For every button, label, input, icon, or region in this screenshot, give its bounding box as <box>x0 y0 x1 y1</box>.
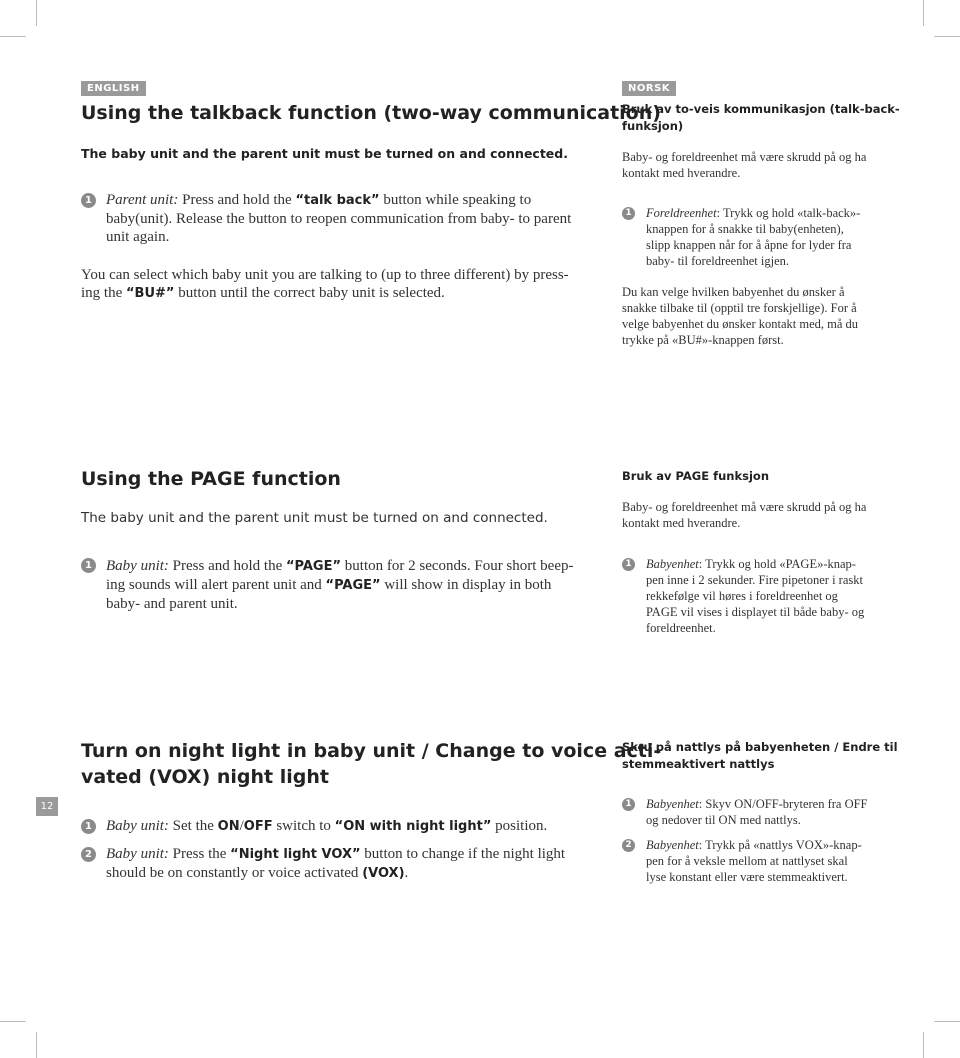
key-name: (VOX) <box>362 866 405 881</box>
step-label: Babyenhet <box>646 838 699 852</box>
key-name: “talk back” <box>295 193 380 208</box>
section-title-nattlys: Skru på nattlys på babyenheten / Endre til stemmeaktivert nattlys <box>622 740 898 771</box>
crop-mark <box>36 1032 37 1058</box>
step-label: Baby unit: <box>106 846 169 862</box>
step-text: Babyenhet: Trykk på «nattlys VOX»-knap- pen for å veksle mellom at nattlyset skal lyse konstant eller være stemmeaktivert. <box>646 838 862 884</box>
section-title-toveis: Bruk av to-veis kommunikasjon (talk-back- funksjon) <box>622 102 900 133</box>
step-number-badge: 1 <box>81 558 96 573</box>
crop-mark <box>0 36 26 37</box>
language-tag-english: ENGLISH <box>81 81 146 96</box>
key-name: OFF <box>243 819 273 834</box>
page-number: 12 <box>36 797 58 816</box>
step-label: Baby unit: <box>106 818 169 834</box>
step-text: Foreldreenhet: Trykk og hold «talk-back»- knappen for å snakke til baby(enheten), slipp knappen når for å åpne for lyder fra baby- til foreldreenhet igjen. <box>646 206 861 268</box>
intro-text: Baby- og foreldreenhet må være skrudd på og ha kontakt med hverandre. <box>622 500 867 530</box>
language-tag-norsk: NORSK <box>622 81 676 96</box>
key-name: “ON with night light” <box>334 819 492 834</box>
step-number-badge: 1 <box>622 798 635 811</box>
paragraph: You can select which baby unit you are talking to (up to three different) by press- ing the “BU#” button until the correct baby unit is selected. <box>81 267 569 301</box>
crop-mark <box>923 1032 924 1058</box>
step-label: Baby unit: <box>106 558 169 574</box>
key-name: “PAGE” <box>325 578 381 593</box>
section-subtitle: The baby unit and the parent unit must be turned on and connected. <box>81 510 548 526</box>
step-number-badge: 1 <box>81 819 96 834</box>
step-number-badge: 2 <box>81 847 96 862</box>
key-name: ON <box>217 819 240 834</box>
step-label: Babyenhet <box>646 557 699 571</box>
step-number-badge: 1 <box>622 558 635 571</box>
intro-text: Baby- og foreldreenhet må være skrudd på og ha kontakt med hverandre. <box>622 150 867 180</box>
section-title-night-light: Turn on night light in baby unit / Change to voice acti- vated (VOX) night light <box>81 740 662 788</box>
section-title-page-no: Bruk av PAGE funksjon <box>622 469 770 483</box>
key-name: “PAGE” <box>285 559 342 574</box>
step-label: Parent unit: <box>106 192 179 208</box>
crop-mark <box>923 0 924 26</box>
step-text: Baby unit: Press the “Night light VOX” button to change if the night light should be on constantly or voice activated (VOX). <box>106 846 566 881</box>
paragraph: Du kan velge hvilken babyenhet du ønsker å snakke tilbake til (opptil tre forskjellige). For å velge babyenhet du ønsker kontakt med, må du trykke på «BU#»-knappen først. <box>622 285 859 347</box>
step-text: Baby unit: Press and hold the “PAGE” button for 2 seconds. Four short beep- ing sounds will alert parent unit and “PAGE” will show in display in both baby- and parent unit. <box>106 558 574 612</box>
step-number-badge: 1 <box>622 207 635 220</box>
section-title-page: Using the PAGE function <box>81 468 341 490</box>
key-name: “Night light VOX” <box>230 847 361 862</box>
section-title-talkback: Using the talkback function (two-way communication) <box>81 102 661 124</box>
step-text: Parent unit: Press and hold the “talk back” button while speaking to baby(unit). Release the button to reopen communication from baby- to parent unit again. <box>106 192 572 245</box>
crop-mark <box>934 36 960 37</box>
crop-mark <box>36 0 37 26</box>
section-subtitle: The baby unit and the parent unit must be turned on and connected. <box>81 146 568 161</box>
step-text: Babyenhet: Trykk og hold «PAGE»-knap- pen inne i 2 sekunder. Fire pipetoner i raskt rekkefølge vil høres i foreldreenhet og PAGE vil vises i displayet til både baby- og foreldreenhet. <box>646 557 865 635</box>
crop-mark <box>934 1021 960 1022</box>
step-text: Baby unit: Set the ON/OFF switch to “ON with night light” position. <box>106 818 548 834</box>
key-name: “BU#” <box>126 286 175 301</box>
step-text: Babyenhet: Skyv ON/OFF-bryteren fra OFF og nedover til ON med nattlys. <box>646 797 868 827</box>
step-number-badge: 2 <box>622 839 635 852</box>
crop-mark <box>0 1021 26 1022</box>
step-label: Babyenhet <box>646 797 699 811</box>
step-label: Foreldreenhet <box>646 206 717 220</box>
step-number-badge: 1 <box>81 193 96 208</box>
